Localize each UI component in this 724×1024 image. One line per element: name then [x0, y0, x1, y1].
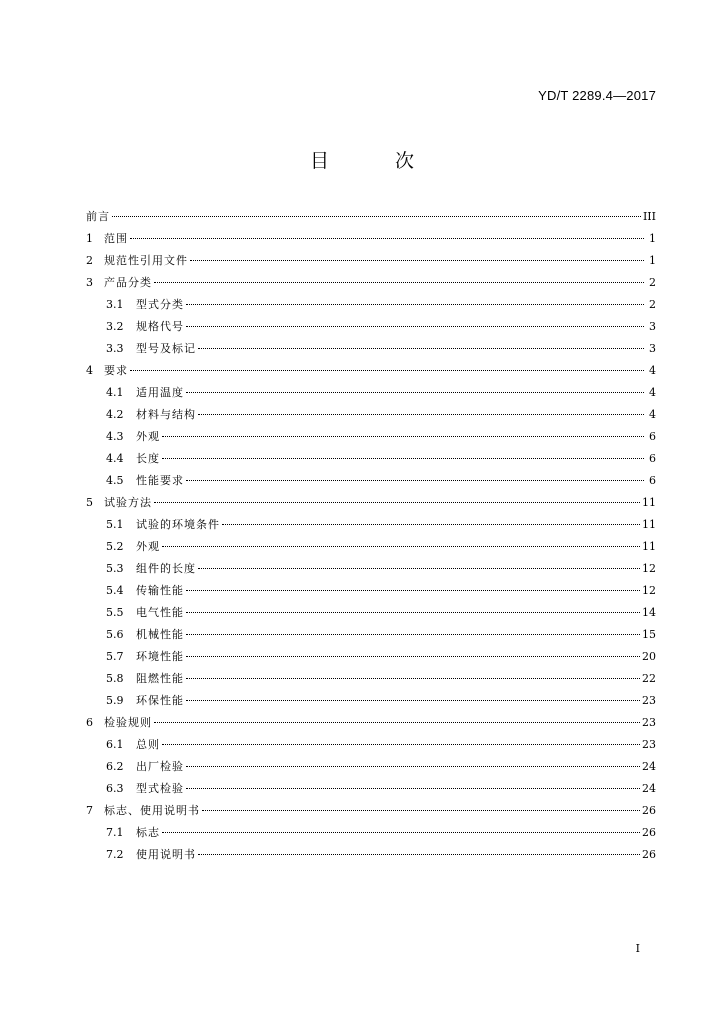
toc-entry-label: 组件的长度 — [136, 562, 196, 575]
toc-entry-number: 5.1 — [106, 518, 124, 531]
toc-dot-leader — [112, 215, 641, 217]
toc-entry-number: 6.2 — [106, 760, 124, 773]
toc-dot-leader — [202, 809, 640, 811]
toc-entry-number: 2 — [86, 254, 93, 267]
toc-entry-page: 15 — [642, 628, 656, 641]
toc-entry-number: 4 — [86, 364, 93, 377]
toc-dot-leader — [198, 567, 640, 569]
toc-dot-leader — [130, 237, 644, 239]
toc-entry-label: 试验的环境条件 — [136, 518, 220, 531]
toc-entry-page: 4 — [649, 386, 656, 399]
toc-entry[interactable] — [86, 514, 656, 536]
toc-entry[interactable] — [86, 668, 656, 690]
toc-entry[interactable] — [86, 250, 656, 272]
toc-entry-number: 4.2 — [106, 408, 124, 421]
toc-entry-number: 5.4 — [106, 584, 124, 597]
toc-entry-page: 23 — [642, 694, 656, 707]
toc-entry[interactable] — [86, 756, 656, 778]
toc-entry[interactable] — [86, 470, 656, 492]
toc-entry-number: 5.6 — [106, 628, 124, 641]
toc-dot-leader — [154, 721, 640, 723]
toc-entry-page: 23 — [642, 738, 656, 751]
toc-entry-page: 6 — [649, 452, 656, 465]
toc-entry-label: 性能要求 — [136, 474, 184, 487]
toc-entry-page: 2 — [649, 298, 656, 311]
toc-dot-leader — [186, 765, 640, 767]
toc-entry-number: 3.1 — [106, 298, 124, 311]
toc-entry-number: 4.5 — [106, 474, 124, 487]
toc-entry-label: 试验方法 — [104, 496, 152, 509]
toc-entry-label: 型式检验 — [136, 782, 184, 795]
toc-entry-label: 长度 — [136, 452, 160, 465]
toc-entry[interactable] — [86, 602, 656, 624]
toc-entry-label: 出厂检验 — [136, 760, 184, 773]
toc-dot-leader — [186, 303, 644, 305]
toc-entry-page: 24 — [642, 760, 656, 773]
toc-entry-label: 阻燃性能 — [136, 672, 184, 685]
toc-dot-leader — [130, 369, 644, 371]
toc-entry-label: 产品分类 — [104, 276, 152, 289]
toc-entry-label: 外观 — [136, 540, 160, 553]
toc-entry-number: 5.9 — [106, 694, 124, 707]
toc-entry[interactable] — [86, 558, 656, 580]
toc-entry-page: 3 — [649, 320, 656, 333]
toc-dot-leader — [186, 699, 640, 701]
toc-dot-leader — [154, 281, 644, 283]
toc-entry-number: 7.1 — [106, 826, 124, 839]
page-title: 目 次 — [309, 150, 445, 172]
toc-entry-label: 环境性能 — [136, 650, 184, 663]
toc-dot-leader — [162, 545, 640, 547]
toc-entry[interactable] — [86, 206, 656, 228]
toc-entry-page: 12 — [642, 562, 656, 575]
toc-entry[interactable] — [86, 646, 656, 668]
toc-dot-leader — [186, 611, 640, 613]
toc-entry-label: 总则 — [136, 738, 160, 751]
toc-entry[interactable] — [86, 272, 656, 294]
toc-entry-page: 3 — [649, 342, 656, 355]
toc-entry-page: 6 — [649, 474, 656, 487]
toc-entry[interactable] — [86, 778, 656, 800]
toc-entry-page: 26 — [642, 826, 656, 839]
toc-entry-page: 24 — [642, 782, 656, 795]
toc-entry-number: 3.2 — [106, 320, 124, 333]
toc-entry[interactable] — [86, 316, 656, 338]
toc-entry-page: 22 — [642, 672, 656, 685]
toc-entry-number: 5.8 — [106, 672, 124, 685]
toc-entry-page: 14 — [642, 606, 656, 619]
toc-dot-leader — [186, 391, 644, 393]
toc-entry-label: 机械性能 — [136, 628, 184, 641]
toc-dot-leader — [186, 787, 640, 789]
toc-entry[interactable] — [86, 712, 656, 734]
toc-dot-leader — [162, 743, 640, 745]
toc-entry[interactable] — [86, 624, 656, 646]
toc-entry-number: 3 — [86, 276, 93, 289]
toc-dot-leader — [162, 457, 644, 459]
toc-entry-page: 1 — [649, 254, 656, 267]
toc-entry[interactable] — [86, 690, 656, 712]
toc-entry-label: 型式分类 — [136, 298, 184, 311]
toc-entry-label: 环保性能 — [136, 694, 184, 707]
toc-entry-label: 材料与结构 — [136, 408, 196, 421]
toc-entry-number: 5.7 — [106, 650, 124, 663]
toc-entry-number: 7 — [86, 804, 93, 817]
toc-dot-leader — [222, 523, 640, 525]
toc-entry-page: 1 — [649, 232, 656, 245]
table-of-contents — [86, 206, 656, 866]
toc-entry[interactable] — [86, 822, 656, 844]
toc-entry-label: 标志 — [136, 826, 160, 839]
toc-entry-label: 规格代号 — [136, 320, 184, 333]
page-number: I — [635, 942, 640, 955]
toc-entry-number: 4.3 — [106, 430, 124, 443]
toc-entry-label: 电气性能 — [136, 606, 184, 619]
toc-entry-label: 外观 — [136, 430, 160, 443]
toc-entry-label: 标志、使用说明书 — [104, 804, 200, 817]
toc-entry-number: 5.2 — [106, 540, 124, 553]
toc-dot-leader — [154, 501, 640, 503]
toc-entry-label: 规范性引用文件 — [104, 254, 188, 267]
toc-entry-page: 26 — [642, 848, 656, 861]
toc-entry-number: 5.3 — [106, 562, 124, 575]
toc-entry-number: 6.1 — [106, 738, 124, 751]
toc-dot-leader — [162, 435, 644, 437]
toc-dot-leader — [198, 413, 644, 415]
toc-entry-label: 使用说明书 — [136, 848, 196, 861]
document-code: YD/T 2289.4—2017 — [538, 88, 656, 103]
toc-entry-label: 型号及标记 — [136, 342, 196, 355]
toc-entry[interactable] — [86, 536, 656, 558]
toc-entry[interactable] — [86, 294, 656, 316]
toc-entry-page: 4 — [649, 408, 656, 421]
toc-entry[interactable] — [86, 844, 656, 866]
toc-dot-leader — [198, 347, 644, 349]
toc-entry[interactable] — [86, 734, 656, 756]
toc-dot-leader — [198, 853, 640, 855]
toc-entry-page: 2 — [649, 276, 656, 289]
toc-entry-page: 23 — [642, 716, 656, 729]
toc-dot-leader — [186, 479, 644, 481]
toc-entry-number: 3.3 — [106, 342, 124, 355]
toc-entry-page: 4 — [649, 364, 656, 377]
toc-entry-label: 适用温度 — [136, 386, 184, 399]
toc-entry[interactable] — [86, 426, 656, 448]
toc-entry-number: 7.2 — [106, 848, 124, 861]
toc-entry[interactable] — [86, 228, 656, 250]
toc-entry-number: 1 — [86, 232, 93, 245]
toc-entry-page: 20 — [642, 650, 656, 663]
toc-entry-page: 11 — [642, 518, 656, 531]
toc-entry-number: 4.4 — [106, 452, 124, 465]
toc-entry[interactable] — [86, 338, 656, 360]
toc-entry-page: 12 — [642, 584, 656, 597]
toc-entry-label: 检验规则 — [104, 716, 152, 729]
toc-entry[interactable] — [86, 404, 656, 426]
toc-entry-label: 要求 — [104, 364, 128, 377]
toc-entry-page: III — [642, 210, 656, 223]
toc-dot-leader — [186, 677, 640, 679]
toc-entry-number: 4.1 — [106, 386, 124, 399]
toc-entry-page: 6 — [649, 430, 656, 443]
toc-dot-leader — [186, 325, 644, 327]
toc-entry-number: 6.3 — [106, 782, 124, 795]
toc-entry-page: 26 — [642, 804, 656, 817]
toc-entry-number: 6 — [86, 716, 93, 729]
toc-dot-leader — [186, 589, 640, 591]
toc-entry-label: 传输性能 — [136, 584, 184, 597]
toc-entry[interactable] — [86, 382, 656, 404]
toc-dot-leader — [186, 655, 640, 657]
toc-entry[interactable] — [86, 360, 656, 382]
toc-entry-page: 11 — [642, 496, 656, 509]
toc-entry-label: 范围 — [104, 232, 128, 245]
toc-dot-leader — [162, 831, 640, 833]
toc-entry-number: 5 — [86, 496, 93, 509]
toc-dot-leader — [190, 259, 644, 261]
toc-entry-label: 前言 — [86, 210, 110, 223]
toc-entry-page: 11 — [642, 540, 656, 553]
toc-dot-leader — [186, 633, 640, 635]
toc-entry[interactable] — [86, 448, 656, 470]
toc-entry-number: 5.5 — [106, 606, 124, 619]
toc-entry[interactable] — [86, 492, 656, 514]
toc-entry[interactable] — [86, 580, 656, 602]
toc-entry[interactable] — [86, 800, 656, 822]
